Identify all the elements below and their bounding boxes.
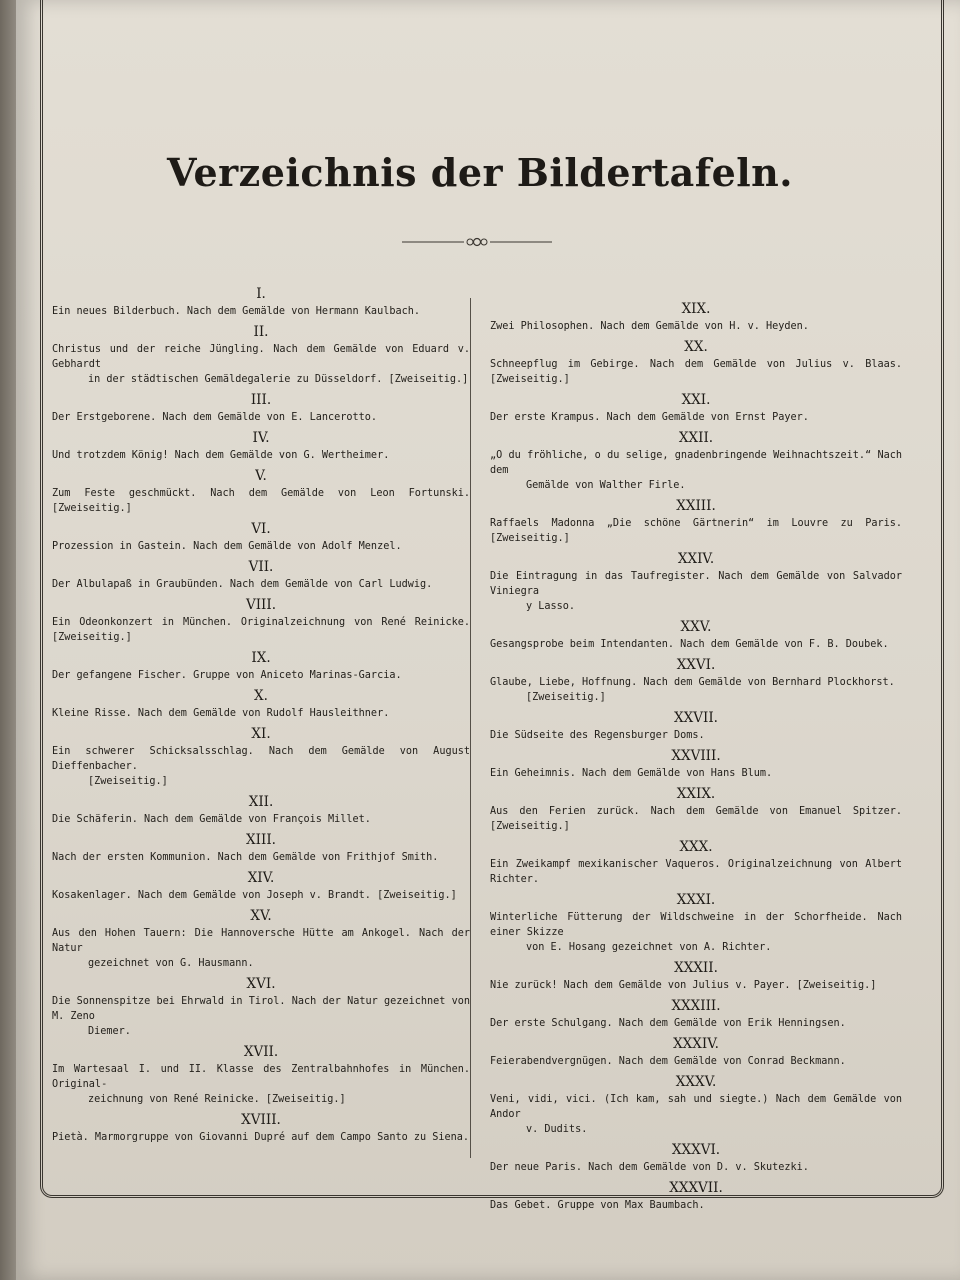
- plate-entry: [490, 891, 902, 955]
- plate-number: XXII.: [678, 430, 714, 446]
- plate-caption-text: Der erste Krampus. Nach dem Gemälde von Ernst Payer.: [490, 412, 809, 423]
- plate-caption-text: Und trotzdem König! Nach dem Gemälde von G. Wertheimer.: [52, 450, 390, 461]
- plate-entry: [490, 497, 902, 546]
- plate-caption-text: Veni, vidi, vici. (Ich kam, sah und siegte.) Nach dem Gemälde von Andor: [490, 1094, 902, 1120]
- plate-caption-text: Winterliche Fütterung der Wildschweine in der Schorfheide. Nach einer Skizze: [490, 912, 902, 938]
- column-divider-rule: [470, 298, 471, 1158]
- plate-entry: [52, 323, 470, 387]
- plate-caption-continuation: Gemälde von Walther Firle.: [526, 480, 686, 491]
- plate-caption-text: Gesangsprobe beim Intendanten. Nach dem Gemälde von F. B. Doubek.: [490, 639, 889, 650]
- plate-number: XVII.: [243, 1044, 279, 1060]
- plate-entry: [52, 467, 470, 516]
- plate-entry: [490, 997, 902, 1031]
- plate-entry: [52, 869, 470, 903]
- plate-entry: [490, 338, 902, 387]
- plate-number: XX.: [684, 339, 708, 355]
- plate-number: XXXV.: [675, 1074, 717, 1090]
- plate-caption: [490, 675, 902, 705]
- plate-number: XXXIII.: [671, 998, 721, 1014]
- plate-number: XXIX.: [676, 786, 716, 802]
- plate-caption: [490, 728, 902, 743]
- plate-caption-text: Glaube, Liebe, Hoffnung. Nach dem Gemälde von Bernhard Plockhorst.: [490, 677, 895, 688]
- plate-entry: [490, 656, 902, 705]
- plate-number: XXVI.: [676, 657, 716, 673]
- plate-caption: [52, 448, 470, 463]
- plate-number: XXXII.: [674, 960, 718, 976]
- plate-caption: [52, 577, 470, 592]
- plate-number: IV.: [252, 430, 270, 446]
- plate-caption-text: Der erste Schulgang. Nach dem Gemälde von Erik Henningsen.: [490, 1018, 846, 1029]
- plate-caption: [52, 994, 470, 1039]
- plate-caption-text: „O du fröhliche, o du selige, gnadenbringende Weihnachtszeit.“ Nach dem: [490, 450, 902, 476]
- plate-caption: [490, 448, 902, 493]
- plate-caption-text: Kosakenlager. Nach dem Gemälde von Joseph v. Brandt. [Zweiseitig.]: [52, 890, 457, 901]
- plate-caption-text: Feierabendvergnügen. Nach dem Gemälde von Conrad Beckmann.: [490, 1056, 846, 1067]
- plate-caption-text: Ein Geheimnis. Nach dem Gemälde von Hans Blum.: [490, 768, 773, 779]
- plate-caption-text: Der neue Paris. Nach dem Gemälde von D. v. Skutezki.: [490, 1162, 809, 1173]
- plate-entry: [490, 1179, 902, 1213]
- plate-caption-text: Aus den Hohen Tauern: Die Hannoversche Hütte am Ankogel. Nach der Natur: [52, 928, 470, 954]
- plate-caption: [490, 804, 902, 834]
- plate-caption-text: Nie zurück! Nach dem Gemälde von Julius v. Payer. [Zweiseitig.]: [490, 980, 877, 991]
- plate-caption: [52, 744, 470, 789]
- plate-number: XIII.: [246, 832, 276, 848]
- plate-caption: [490, 857, 902, 887]
- plate-entry: [490, 959, 902, 993]
- plate-number: X.: [254, 688, 268, 704]
- plate-entry: [52, 391, 470, 425]
- plate-number: XXXIV.: [673, 1036, 719, 1052]
- plate-caption-text: Ein schwerer Schicksalsschlag. Nach dem Gemälde von August Dieffenbacher.: [52, 746, 470, 772]
- plate-caption: [52, 850, 470, 865]
- plate-caption-continuation: [Zweiseitig.]: [88, 776, 168, 787]
- plate-caption-text: Der Erstgeborene. Nach dem Gemälde von E. Lancerotto.: [52, 412, 378, 423]
- plate-number: VII.: [248, 559, 274, 575]
- plate-entry: [490, 1035, 902, 1069]
- plate-number: XXX.: [679, 839, 713, 855]
- plate-caption: [490, 1198, 902, 1213]
- plate-number: XXIII.: [676, 498, 716, 514]
- plate-caption: [490, 357, 902, 387]
- plate-entry: [490, 1141, 902, 1175]
- plate-number: XIV.: [247, 870, 275, 886]
- plate-caption-text: Prozession in Gastein. Nach dem Gemälde von Adolf Menzel.: [52, 541, 402, 552]
- plate-caption: [490, 1016, 902, 1031]
- plate-caption: [52, 926, 470, 971]
- plate-entry: [52, 558, 470, 592]
- plate-number: VI.: [251, 521, 271, 537]
- plate-caption-text: Der Albulapaß in Graubünden. Nach dem Gemälde von Carl Ludwig.: [52, 579, 433, 590]
- plate-entry: [52, 520, 470, 554]
- plate-caption-text: Aus den Ferien zurück. Nach dem Gemälde von Emanuel Spitzer. [Zweiseitig.]: [490, 806, 902, 832]
- plate-number: XV.: [250, 908, 272, 924]
- plate-caption: [490, 766, 902, 781]
- plate-caption: [52, 888, 470, 903]
- plate-number: XXIV.: [677, 551, 715, 567]
- plate-entry: [52, 649, 470, 683]
- plate-caption-continuation: [Zweiseitig.]: [526, 692, 606, 703]
- plate-caption-text: Im Wartesaal I. und II. Klasse des Zentralbahnhofes in München. Original-: [52, 1064, 470, 1090]
- plate-caption: [490, 319, 902, 334]
- plate-caption-continuation: in der städtischen Gemäldegalerie zu Düsseldorf. [Zweiseitig.]: [88, 374, 469, 385]
- plate-caption-continuation: gezeichnet von G. Hausmann.: [88, 958, 254, 969]
- plate-caption-text: Die Eintragung in das Taufregister. Nach dem Gemälde von Salvador Viniegra: [490, 571, 902, 597]
- plate-number: XXVIII.: [671, 748, 721, 764]
- plate-number: XII.: [248, 794, 274, 810]
- plate-entry: [490, 429, 902, 493]
- plate-caption-continuation: v. Dudits.: [526, 1124, 588, 1135]
- plate-number: XXXI.: [676, 892, 716, 908]
- plate-caption: [490, 516, 902, 546]
- plate-entry: [52, 725, 470, 789]
- title-ornament-divider: [402, 234, 552, 250]
- plate-entry: [490, 391, 902, 425]
- plate-number: V.: [255, 468, 267, 484]
- plate-caption-text: Zum Feste geschmückt. Nach dem Gemälde von Leon Fortunski. [Zweiseitig.]: [52, 488, 470, 514]
- plate-caption: [52, 410, 470, 425]
- plate-caption-continuation: zeichnung von René Reinicke. [Zweiseitig.]: [88, 1094, 346, 1105]
- plate-number: XXVII.: [674, 710, 718, 726]
- plate-caption: [52, 304, 470, 319]
- plate-entry: [52, 429, 470, 463]
- plate-caption-text: Die Sonnenspitze bei Ehrwald in Tirol. Nach der Natur gezeichnet von M. Zeno: [52, 996, 470, 1022]
- plate-caption-text: Das Gebet. Gruppe von Max Baumbach.: [490, 1200, 705, 1211]
- plate-caption: [52, 539, 470, 554]
- plate-entry: [490, 709, 902, 743]
- plate-number: VIII.: [245, 597, 277, 613]
- plate-caption: [490, 1054, 902, 1069]
- plate-caption: [52, 486, 470, 516]
- plate-entry: [52, 907, 470, 971]
- plate-entry: [490, 618, 902, 652]
- plate-caption: [52, 812, 470, 827]
- plate-caption-continuation: von E. Hosang gezeichnet von A. Richter.: [526, 942, 772, 953]
- left-column-list: [52, 285, 470, 1149]
- plate-caption-text: Die Südseite des Regensburger Doms.: [490, 730, 705, 741]
- plate-caption-text: Nach der ersten Kommunion. Nach dem Gemälde von Frithjof Smith.: [52, 852, 439, 863]
- plate-entry: [52, 1043, 470, 1107]
- page-title: Verzeichnis der Bildertafeln.: [166, 150, 794, 195]
- plate-caption-continuation: y Lasso.: [526, 601, 576, 612]
- plate-caption-text: Ein neues Bilderbuch. Nach dem Gemälde von Hermann Kaulbach.: [52, 306, 421, 317]
- plate-entry: [52, 831, 470, 865]
- plate-caption: [490, 637, 902, 652]
- plate-number: XXV.: [680, 619, 712, 635]
- plate-entry: [52, 596, 470, 645]
- plate-entry: [52, 1111, 470, 1145]
- plate-number: XVI.: [246, 976, 276, 992]
- plate-entry: [52, 687, 470, 721]
- plate-caption-text: Raffaels Madonna „Die schöne Gärtnerin“ im Louvre zu Paris. [Zweiseitig.]: [490, 518, 902, 544]
- plate-caption-text: Christus und der reiche Jüngling. Nach dem Gemälde von Eduard v. Gebhardt: [52, 344, 470, 370]
- plate-number: XIX.: [681, 301, 711, 317]
- plate-caption: [52, 1130, 470, 1145]
- plate-number: IX.: [251, 650, 271, 666]
- plate-entry: [490, 838, 902, 887]
- plate-caption: [490, 1160, 902, 1175]
- plate-number: XVIII.: [241, 1112, 281, 1128]
- plate-number: XXI.: [681, 392, 711, 408]
- plate-caption-text: Der gefangene Fischer. Gruppe von Aniceto Marinas-Garcia.: [52, 670, 402, 681]
- plate-caption-continuation: Diemer.: [88, 1026, 131, 1037]
- plate-entry: [490, 747, 902, 781]
- plate-entry: [490, 785, 902, 834]
- plate-entry: [52, 285, 470, 319]
- plate-caption: [490, 569, 902, 614]
- plate-caption: [490, 910, 902, 955]
- plate-caption-text: Kleine Risse. Nach dem Gemälde von Rudolf Hausleithner.: [52, 708, 390, 719]
- right-column-list: [490, 300, 902, 1217]
- plate-caption-text: Pietà. Marmorgruppe von Giovanni Dupré auf dem Campo Santo zu Siena.: [52, 1132, 470, 1143]
- plate-caption-text: Ein Odeonkonzert in München. Originalzeichnung von René Reinicke. [Zweiseitig.]: [52, 617, 470, 643]
- plate-entry: [490, 1073, 902, 1137]
- plate-number: XI.: [251, 726, 271, 742]
- plate-caption-text: Ein Zweikampf mexikanischer Vaqueros. Originalzeichnung von Albert Richter.: [490, 859, 902, 885]
- plate-caption-text: Die Schäferin. Nach dem Gemälde von François Millet.: [52, 814, 371, 825]
- plate-number: XXXVI.: [671, 1142, 721, 1158]
- plate-entry: [52, 793, 470, 827]
- plate-caption: [52, 615, 470, 645]
- plate-caption: [52, 1062, 470, 1107]
- plate-number: I.: [256, 286, 266, 302]
- plate-caption: [52, 342, 470, 387]
- plate-number: II.: [253, 324, 269, 340]
- plate-entry: [52, 975, 470, 1039]
- plate-caption: [490, 978, 902, 993]
- plate-caption: [52, 668, 470, 683]
- plate-number: XXXVII.: [669, 1180, 723, 1196]
- plate-number: III.: [250, 392, 272, 408]
- plate-caption-text: Schneepflug im Gebirge. Nach dem Gemälde von Julius v. Blaas. [Zweiseitig.]: [490, 359, 902, 385]
- plate-caption: [52, 706, 470, 721]
- plate-caption-text: Zwei Philosophen. Nach dem Gemälde von H. v. Heyden.: [490, 321, 809, 332]
- plate-caption: [490, 1092, 902, 1137]
- plate-caption: [490, 410, 902, 425]
- plate-entry: [490, 300, 902, 334]
- plate-entry: [490, 550, 902, 614]
